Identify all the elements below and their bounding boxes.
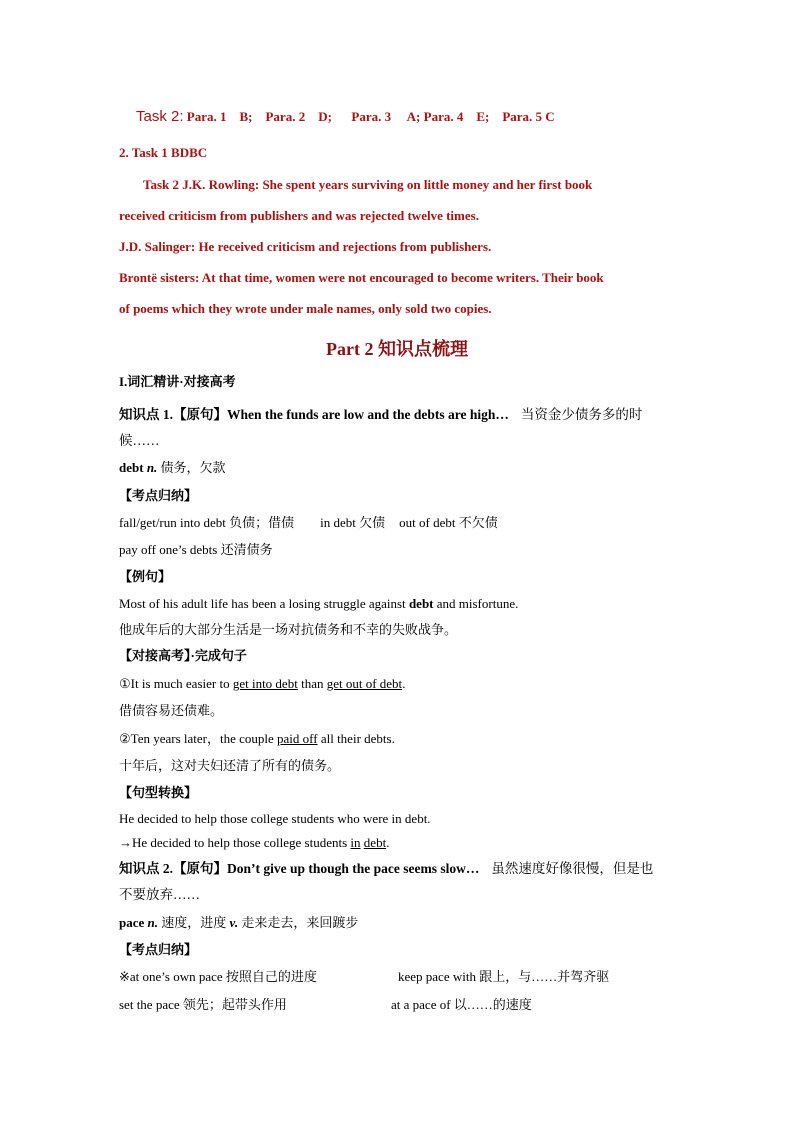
q1-answer2: get out of debt <box>326 676 403 691</box>
kp1-example-heading: 【例句】 <box>119 569 172 584</box>
part2-title: Part 2 知识点梳理 <box>326 339 468 359</box>
kp1-question1-cn: 借债容易还债难。 <box>119 703 224 718</box>
kp2-label: 知识点 2.【原句】 <box>119 861 227 876</box>
kp2-pos-verb: v. <box>229 915 239 930</box>
kp1-sentence: When the funds are low and the debts are high… <box>227 407 509 422</box>
kp1-phrase-out-of-debt: out of debt 不欠债 <box>399 515 498 530</box>
salinger-answer-line: J.D. Salinger: He received criticism and rejections from publishers. <box>119 239 492 254</box>
task1-answer-line: 2. Task 1 BDBC <box>119 145 208 160</box>
q1-text: ①It is much easier to <box>119 676 233 691</box>
kp1-summary-heading: 【考点归纳】 <box>119 488 198 503</box>
q1-answer1: get into debt <box>232 676 298 691</box>
task2-answers: Para. 1 B; Para. 2 D; Para. 3 A; Para. 4 E; Para. 5 C <box>186 109 555 124</box>
kp2-translation-cont: 不要放弃…… <box>119 887 200 902</box>
kp1-practice-heading: 【对接高考】·完成句子 <box>119 648 247 663</box>
task2-answer-line <box>136 108 555 126</box>
rowling-answer-line-cont: received criticism from publishers and was rejected twelve times. <box>119 208 479 223</box>
kp1-question2 <box>119 730 395 748</box>
q1-mid: than <box>297 676 327 691</box>
kp2-phrase-at-a-pace-of: at a pace of 以……的速度 <box>391 997 532 1012</box>
kp1-phrase-pay-off: pay off one’s debts 还清债务 <box>119 542 273 557</box>
kp1-word-line <box>119 459 226 477</box>
section1-heading: I.词汇精讲·对接高考 <box>119 374 236 389</box>
rowling-answer-line: Task 2 J.K. Rowling: She spent years surviving on little money and her first book <box>143 177 593 192</box>
q1-end: . <box>402 676 406 691</box>
kp1-phrases-line <box>119 514 498 532</box>
kp1-pos: n. <box>146 460 158 475</box>
kp1-meaning: 债务，欠款 <box>160 460 226 475</box>
kp1-translation: 当资金少债务多的时 <box>520 407 643 422</box>
kp1-original-line <box>119 406 642 424</box>
kp1-word: debt <box>119 460 144 475</box>
kp2-meaning-noun: 速度，进度 <box>161 915 227 930</box>
kp1-transform-heading: 【句型转换】 <box>119 785 198 800</box>
kp2-sentence: Don’t give up though the pace seems slow… <box>227 861 480 876</box>
task2-label: Task 2: <box>136 108 184 125</box>
kp1-phrase-fall-into-debt: fall/get/run into debt 负债；借债 <box>119 515 295 530</box>
example-keyword: debt <box>408 596 434 611</box>
q2-answer: paid off <box>277 731 318 746</box>
kp2-word-line <box>119 914 358 932</box>
example-text: Most of his adult life has been a losing struggle against <box>119 596 409 611</box>
kp2-phrase-at-own-pace: ※at one’s own pace 按照自己的进度 <box>119 969 317 984</box>
kp1-translation-cont: 候…… <box>119 433 160 448</box>
kp2-word: pace <box>119 915 145 930</box>
kp2-phrase-keep-pace: keep pace with 跟上，与……并驾齐驱 <box>398 969 610 984</box>
kp1-question2-cn: 十年后，这对夫妇还清了所有的债务。 <box>119 758 341 773</box>
bronte-answer-line: Brontë sisters: At that time, women were not encouraged to become writers. Their book <box>119 270 604 285</box>
kp2-meaning-verb: 走来走去，来回踱步 <box>241 915 359 930</box>
kp1-example-cn: 他成年后的大部分生活是一场对抗债务和不幸的失败战争。 <box>119 622 458 637</box>
kp1-question1 <box>119 675 405 693</box>
kp2-translation: 虽然速度好像很慢，但是也 <box>491 861 654 876</box>
kp1-transform-target <box>119 834 389 852</box>
q2-end: all their debts. <box>317 731 395 746</box>
kp1-transform-source: He decided to help those college students who were in debt. <box>119 811 431 826</box>
kp1-example-en <box>119 595 518 613</box>
kp2-original-line <box>119 860 653 878</box>
transform-answer1: in <box>350 835 361 850</box>
transform-text: →He decided to help those college students <box>119 835 351 850</box>
transform-answer2: debt <box>363 835 387 850</box>
kp1-label: 知识点 1.【原句】 <box>119 407 227 422</box>
transform-end: . <box>386 835 390 850</box>
example-text-end: and misfortune. <box>433 596 519 611</box>
q2-text: ②Ten years later，the couple <box>119 731 278 746</box>
bronte-answer-line-cont: of poems which they wrote under male names, only sold two copies. <box>119 301 492 316</box>
kp2-pos-noun: n. <box>147 915 159 930</box>
kp2-summary-heading: 【考点归纳】 <box>119 942 198 957</box>
kp1-phrase-in-debt: in debt 欠债 <box>320 515 386 530</box>
kp2-phrase-set-the-pace: set the pace 领先；起带头作用 <box>119 997 287 1012</box>
